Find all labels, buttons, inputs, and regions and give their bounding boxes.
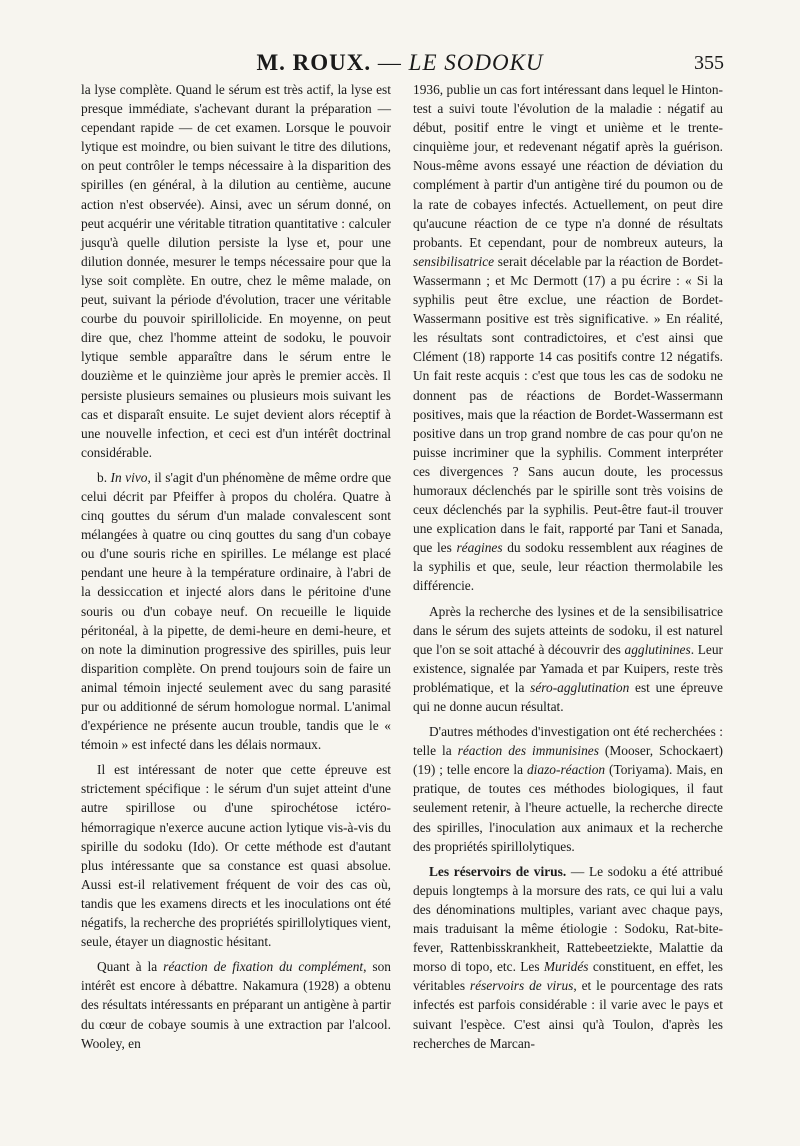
text-run: , il s'agit d'un phénomène de même ordre que celui décrit par Pfeiffer à propos du choléra. Quatre à cinq gouttes du sérum d'un malade convalescent sont mélangées à quatre ou cinq gouttes du sang d'un cobaye ou d'une souris riche en spirilles. Le mélange est placé pendant une heure à la température ordinaire, à l'abri de la dessiccation et injecté alors dans le péritoine d'une souris ou d'un cobaye neuf. On recueille le liquide péritonéal, à la pipette, de demi-heure en demi-heure, et on note la diminution progressive des spirilles, puis leur disparition complète. On prend toujours soin de faire un animal témoin injecté seulement avec du sang parasité pur ou additionné de sérum homologue normal. L'animal d'expérience ne présente aucun trouble, tandis que le « témoin » est infecté dans les délais normaux.	[81, 469, 392, 753]
title-separator: —	[371, 50, 409, 75]
section-heading: Les réservoirs de virus.	[429, 863, 567, 879]
italic-term: réagines	[456, 540, 503, 556]
italic-term: réaction des immunisines	[457, 743, 599, 759]
italic-term: agglutinines	[624, 641, 691, 657]
text-run: Après la recherche des lysines et de la sensibilisatrice dans le sérum des sujets atteints de sodoku, il est naturel que l'on se soit attaché à découvrir des	[413, 603, 723, 657]
author-name: M. ROUX.	[256, 50, 372, 75]
work-title: LE SODOKU	[408, 50, 544, 75]
italic-term: In vivo	[110, 469, 148, 485]
page-number: 355	[694, 52, 724, 74]
paragraph	[81, 468, 391, 754]
text-run: — Le sodoku a été attribué depuis longtemps à la morsure des rats, ce qui lui a valu des dénominations multiples, variant avec chaque pays, mais traduisant la même étiologie : Sodoku, Rat-bite-fever, Rattenbisskrankheit, Rattebeetziekte, Malattie da morso di topo, etc. Les	[413, 863, 723, 975]
italic-term: diazo-réaction	[526, 762, 606, 778]
text-run: serait décelable par la réaction de Bordet-Wassermann ; et Mc Dermott (17) a pu écrire : « Si la syphilis peut être exclue, une réaction de Bordet-Wassermann positive est très significative. » En réalité, les résultats sont contradictoires, et c'est ainsi que Clément (18) rapporte 14 cas positifs contre 12 négatifs. Un fait reste acquis : c'est que tous les cas de sodoku ne donnent pas de réactions de Bordet-Wassermann positives, mais que la réaction de Bordet-Wassermann est positive dans un trop grand nombre de cas pour qu'on ne puisse incriminer que la syphilis. Comment interpréter ces divergences ? Sans aucun doute, les processus humoraux déclenchés par le spirille sont très voisins de ceux déclenchés par la syphilis. Peut-être faut-il trouver une explication dans le fait, rapporté par Tani et Sanada, que les	[413, 253, 723, 556]
text-run: Quant à la	[97, 959, 164, 975]
paragraph-continuation	[81, 80, 391, 462]
running-header	[0, 44, 800, 84]
italic-term: Muridés	[543, 959, 589, 975]
text-run: du sodoku ressemblent aux réagines de la syphilis et que, seule, leur réaction thermolabile les différencie.	[413, 540, 723, 594]
paragraph	[413, 722, 723, 856]
text-run: , et le pourcentage des rats infectés est parfois considérable : il varie avec le pays et suivant l'espèce. C'est ainsi qu'à Toulon, d'après les recherches de Marcan-	[413, 978, 723, 1051]
paragraph-continuation	[413, 80, 723, 596]
italic-term: sensibilisatrice	[413, 253, 495, 269]
paragraph	[413, 602, 723, 717]
text-run: la lyse complète. Quand le sérum est très actif, la lyse est presque immédiate, s'achevant durant la préparation — cependant rapide — de cet examen. Lorsque le pouvoir lytique est moindre, ou bien suivant le titre des dilutions, on peut contrôler le temps nécessaire à la disparition des spirilles (en général, à la dilution au centième, aucune action n'est observée). Ainsi, avec un sérum donné, on peut acquérir une véritable titration quantitative : calculer jusqu'à quelle dilution persiste la lyse et, pour une dilution donnée, mesurer le temps nécessaire pour que la lyse soit complète. En outre, chez le même malade, on peut, suivant la période d'évolution, tracer une véritable courbe du pouvoir spirillolicide. En moyenne, on peut dire que, chez l'homme atteint de sodoku, le pouvoir lytique semble apparaître dans le sérum entre le douzième et le quinzième jour après le premier accès. Il persiste plusieurs semaines ou plusieurs mois suivant les cas et disparaît ensuite. Le sujet devient alors réceptif à une nouvelle infection, et ceci est d'un intérêt doctrinal considérable.	[81, 82, 391, 460]
paragraph	[81, 957, 391, 1052]
right-column	[413, 80, 723, 1053]
italic-term: réservoirs de virus	[469, 978, 574, 994]
text-run: 1936, publie un cas fort intéressant dans lequel le Hinton-test a suivi toute l'évolution de la maladie : négatif au début, positif entre le vingt et unième et le trente-cinquième jour, et redevenant négatif après la guérison. Nous-même avons essayé une réaction de déviation du complément à partir d'un antigène tiré du poumon ou de la rate de cobayes infectés. Actuellement, on peut dire qu'aucune réaction de ce type n'a donné de résultats probants. Et cependant, pour de nombreux auteurs, la	[413, 82, 723, 250]
text-run: D'autres méthodes d'investigation ont été recherchées : telle la	[413, 724, 723, 759]
text-run: , son intérêt est encore à débattre. Nakamura (1928) a obtenu des résultats intéressants en préparant un antigène à partir du cœur de cobaye soumis à une extraction par l'alcool. Wooley, en	[81, 959, 391, 1051]
paragraph	[81, 760, 391, 951]
text-run: b.	[97, 469, 111, 485]
left-column	[81, 80, 391, 1053]
italic-term: séro-agglutination	[530, 679, 630, 695]
text-run: (Toriyama). Mais, en pratique, de toutes ces méthodes biologiques, il faut seulement retenir, à l'heure actuelle, la recherche directe des spirilles, l'inoculation aux animaux et la recherche des propriétés spirillolytiques.	[413, 762, 723, 854]
paragraph	[413, 862, 723, 1053]
running-title	[0, 50, 800, 76]
italic-term: réaction de fixation du complément	[163, 959, 364, 975]
text-run: est une épreuve qui ne donne aucun résultat.	[413, 679, 723, 714]
text-run: . Leur existence, signalée par Yamada et par Kuipers, reste très problématique, et la	[413, 641, 723, 695]
text-run: Il est intéressant de noter que cette épreuve est strictement spécifique : le sérum d'un sujet atteint d'une autre spirillose ou d'une spirochétose ictéro-hémorragique n'exerce aucune action lytique vis-à-vis du spirille du sodoku (Ido). Or cette méthode est d'autant plus intéressante que sa constance est quasi absolue. Aussi est-il relativement fréquent de voir des cas où, tandis que les examens directs et les inoculations ont été négatifs, la recherche des propriétés spirillolytiques vient, seule, étayer un diagnostic hésitant.	[81, 762, 391, 950]
text-run: constituent, en effet, les véritables	[413, 959, 723, 994]
text-run: (Mooser, Schockaert) (19) ; telle encore la	[413, 743, 723, 778]
